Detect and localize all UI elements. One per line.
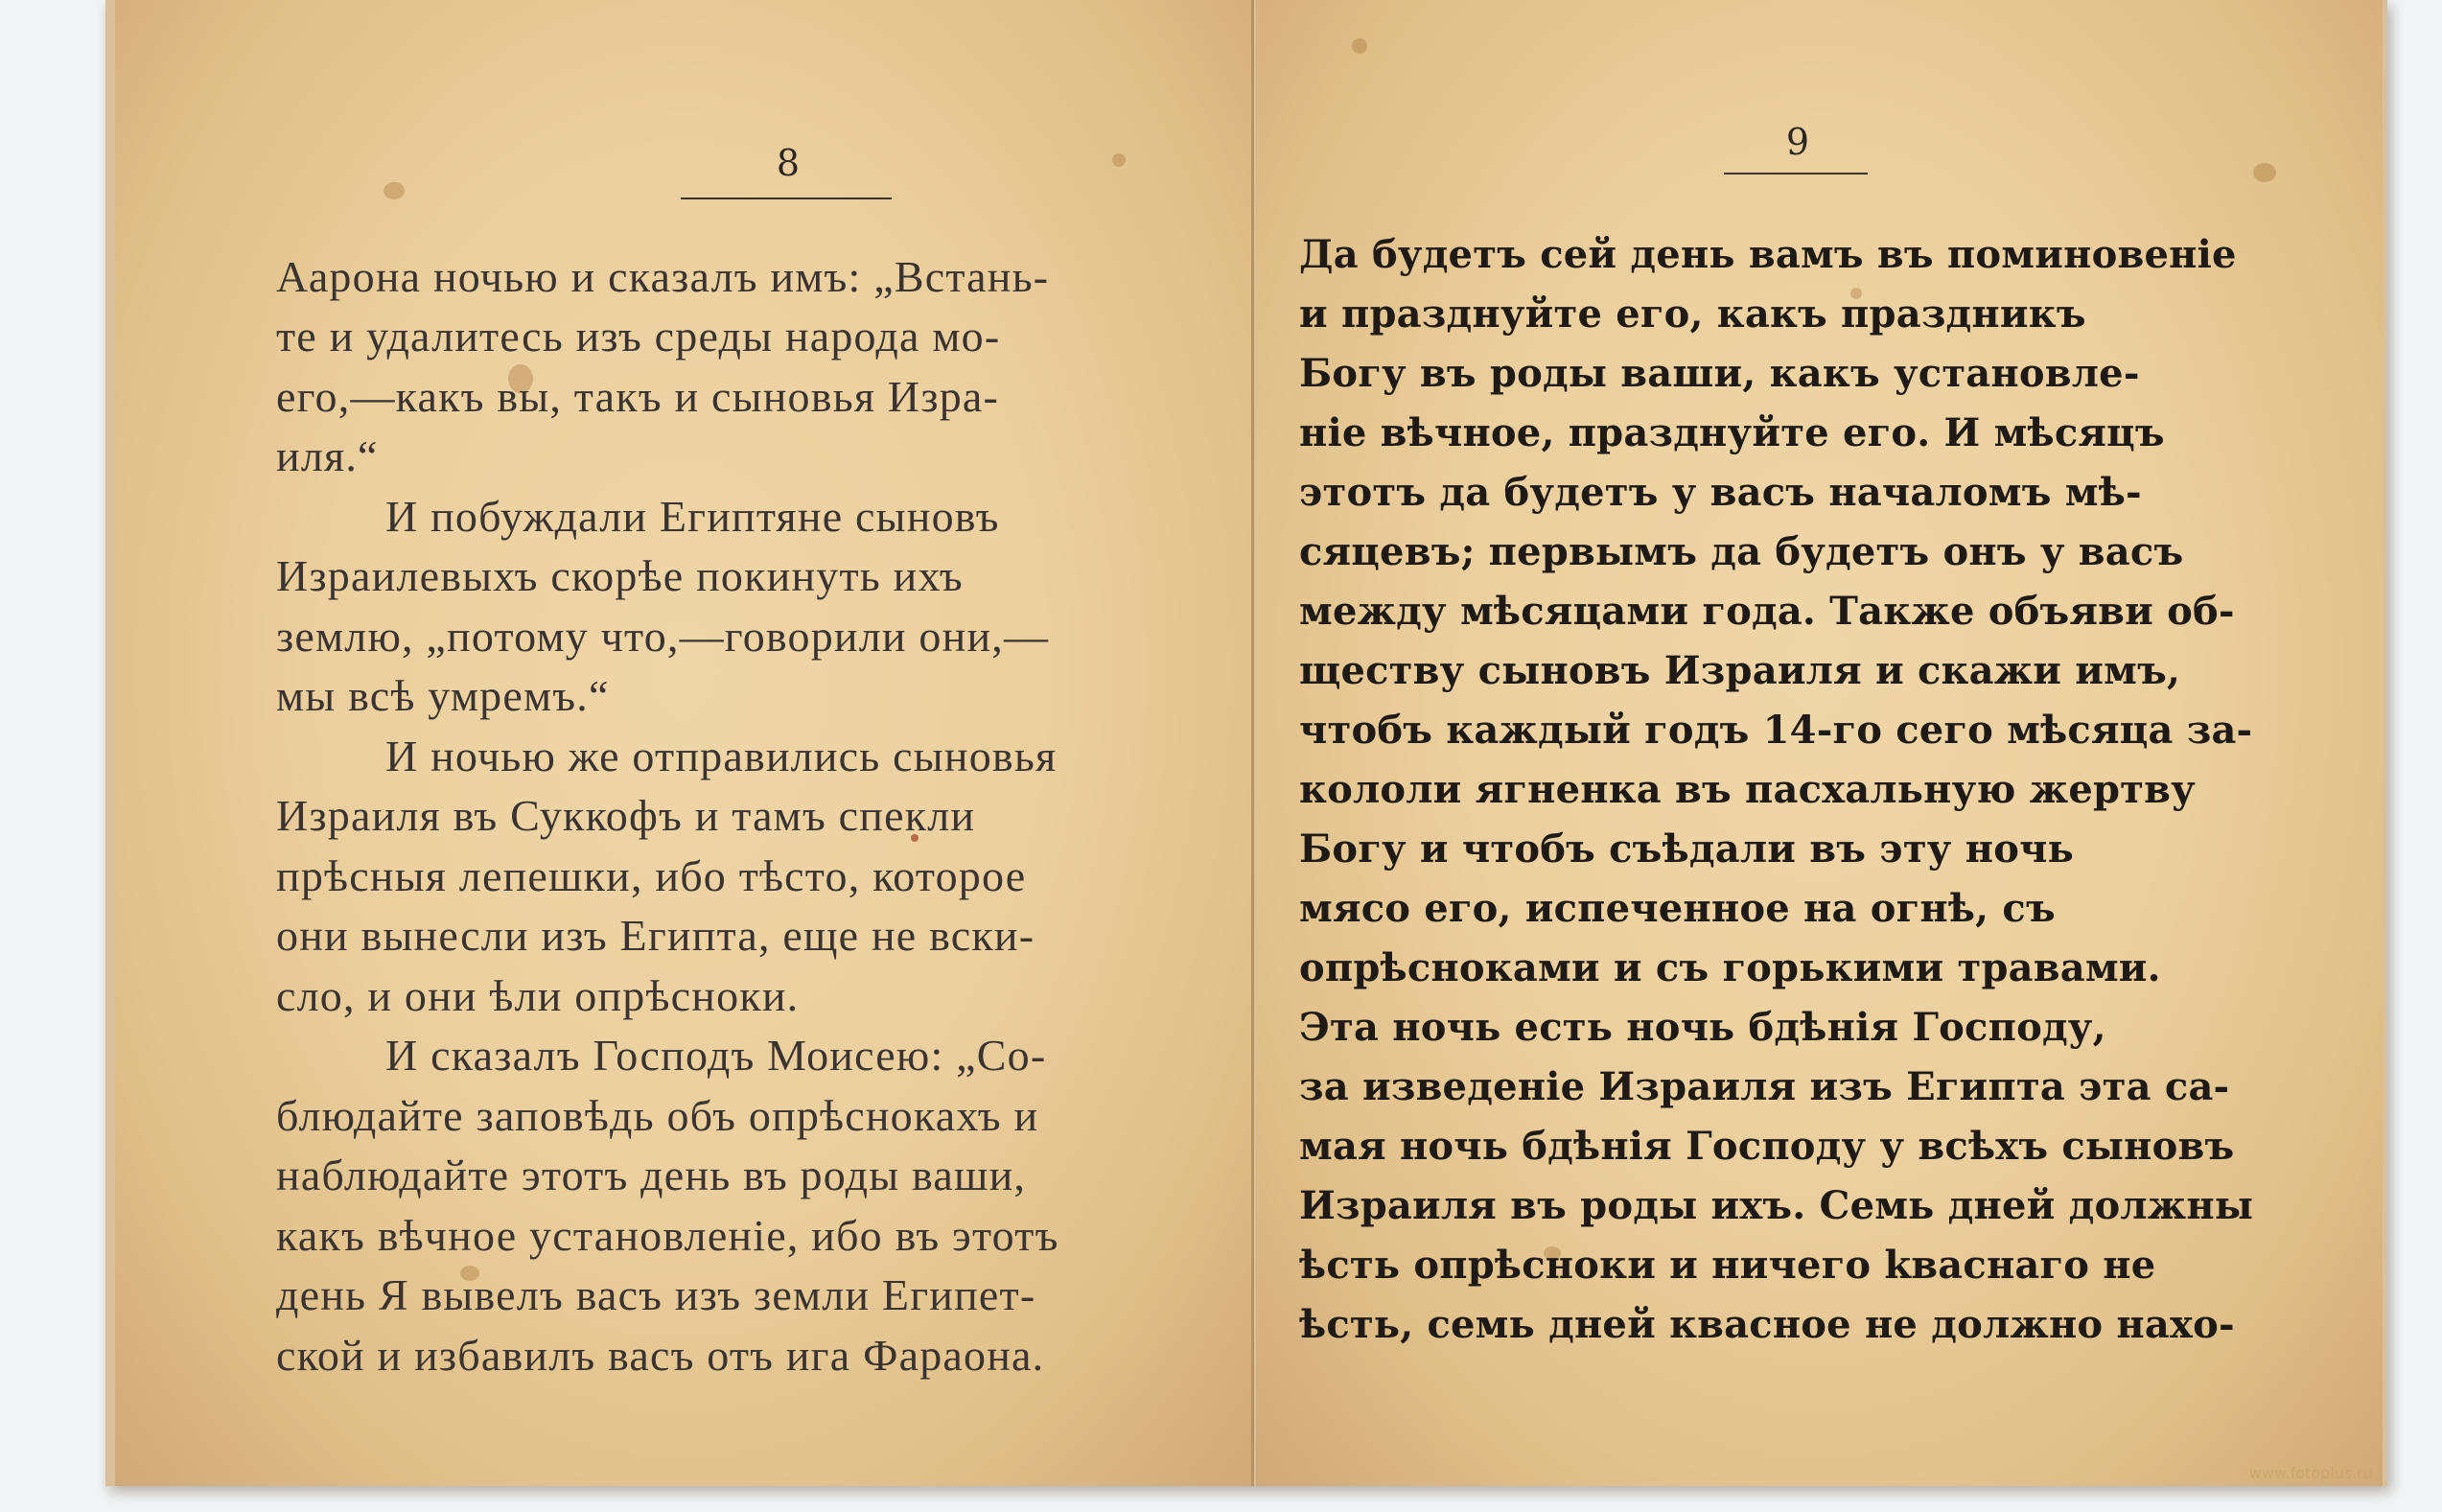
- open-book: [105, 0, 2387, 1486]
- text-line: сло, и они ѣли опрѣсноки.: [276, 971, 800, 1020]
- text-line: наблюдайте этотъ день въ роды ваши,: [276, 1151, 1027, 1199]
- text-line: те и удалитесь изъ среды народа мо-: [276, 312, 1001, 361]
- text-line: Израилевыхъ скорѣе покинуть ихъ: [276, 551, 964, 600]
- left-page: [115, 0, 1254, 1486]
- page-number: 8: [776, 142, 801, 184]
- text-line: землю, „потому что,—говорили они,—: [276, 612, 1050, 661]
- text-line: И ночью же отправились сыновья: [385, 732, 1058, 780]
- text-line: Да будетъ сей день вамъ въ поминовеніе: [1299, 232, 2237, 277]
- text-line: они вынесли изъ Египта, еще не вски-: [276, 911, 1035, 960]
- text-line: день Я вывелъ васъ изъ земли Египет-: [276, 1270, 1036, 1319]
- text-line: Богу въ роды ваши, какъ установле-: [1299, 351, 2140, 396]
- text-line: мая ночь бдѣнія Господу у всѣхъ сыновъ: [1299, 1124, 2235, 1169]
- text-line: Богу и чтобъ съѣдали въ эту ночь: [1299, 826, 2074, 872]
- text-line: Израиля въ роды ихъ. Семь дней должны: [1299, 1183, 2254, 1228]
- paper-stain: [1352, 38, 1367, 54]
- text-line: И сказалъ Господъ Моисею: „Со-: [385, 1031, 1047, 1080]
- text-line: сяцевъ; первымъ да будетъ онъ у васъ: [1299, 529, 2184, 574]
- text-line: мы всѣ умремъ.“: [276, 671, 610, 720]
- text-line: ѣсть опрѣсноки и ничего kвacнaгo не: [1299, 1243, 2156, 1288]
- text-line: за изведеніе Израиля изъ Египта эта са-: [1299, 1064, 2230, 1109]
- text-line: кололи ягненка въ пасхальную жертву: [1299, 767, 2196, 812]
- text-line: Израиля въ Суккофъ и тамъ спекли: [276, 791, 976, 840]
- text-line: между мѣсяцами года. Также объяви об-: [1299, 589, 2235, 634]
- text-line: ществу сыновъ Израиля и скажи имъ,: [1299, 648, 2181, 693]
- text-line: прѣсныя лепешки, ибо тѣсто, которое: [276, 851, 1027, 900]
- page-number-rule: [681, 198, 892, 199]
- text-line: ской и избавилъ васъ отъ ига Фараона.: [276, 1331, 1045, 1380]
- text-line: И побуждали Египтяне сыновъ: [385, 492, 1000, 541]
- text-line: чтобъ каждый годъ 14-го сего мѣсяца за-: [1299, 708, 2253, 753]
- text-line: блюдайте заповѣдь объ опрѣснокахъ и: [276, 1091, 1039, 1140]
- text-line: ніе вѣчное, празднуйте его. И мѣсяцъ: [1299, 410, 2165, 455]
- right-page: [1256, 0, 2383, 1486]
- text-line: Эта ночь есть ночь бдѣнія Господу,: [1299, 1005, 2106, 1050]
- text-line: мясо его, испеченное на огнѣ, съ: [1299, 886, 2056, 931]
- paper-stain: [1112, 153, 1126, 167]
- text-line: какъ вѣчное установленіе, ибо въ этотъ: [276, 1211, 1059, 1260]
- paper-stain: [384, 182, 405, 199]
- page-number-rule: [1724, 173, 1868, 174]
- text-line: ѣсть, семь дней квасное не должно нахо-: [1299, 1302, 2235, 1347]
- paper-stain: [2253, 163, 2276, 182]
- text-line: и празднуйте его, какъ праздникъ: [1299, 291, 2086, 337]
- text-line: Аарона ночью и сказалъ имъ: „Встань-: [276, 252, 1050, 301]
- watermark: www.fotoplus.ru: [2248, 1464, 2373, 1482]
- text-line: опрѣсноками и съ горькими травами.: [1299, 945, 2161, 990]
- text-line: иля.“: [276, 431, 379, 480]
- text-line: этотъ да будетъ у васъ началомъ мѣ-: [1299, 470, 2142, 515]
- text-line: его,—какъ вы, такъ и сыновья Изра-: [276, 372, 1000, 421]
- page-number: 9: [1785, 121, 1810, 163]
